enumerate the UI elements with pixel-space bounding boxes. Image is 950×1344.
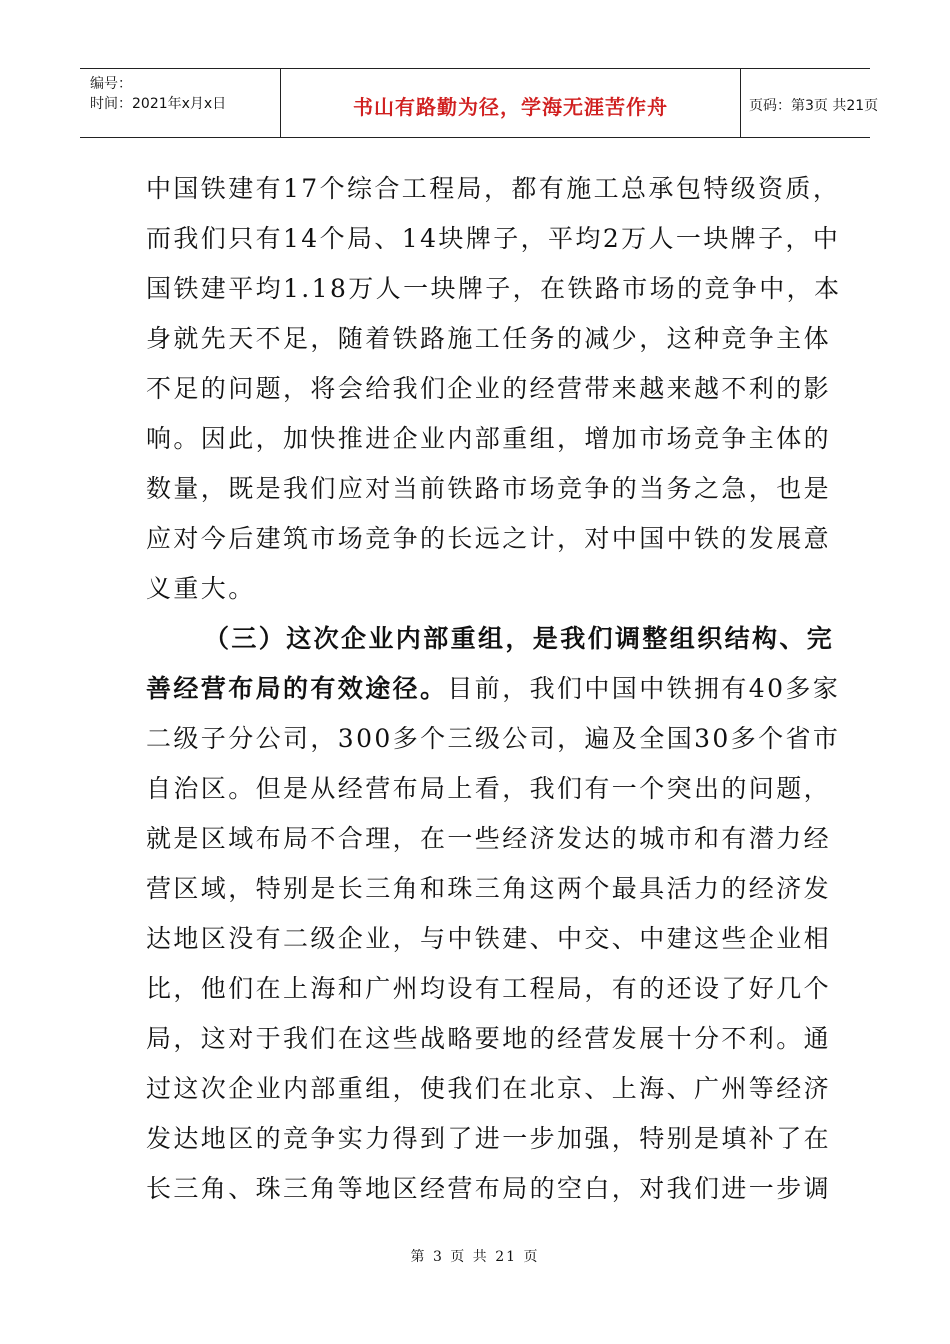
line-text: 目前，我们中国中铁拥有40多家 <box>447 674 841 703</box>
page-header <box>80 68 879 138</box>
line-text: 国铁建平均1.18万人一块牌子，在铁路市场的竞争中，本 <box>146 274 842 303</box>
line-text: 达地区没有二级企业，与中铁建、中交、中建这些企业相 <box>146 924 832 953</box>
header-page-cell <box>741 69 879 137</box>
text-line <box>146 514 832 564</box>
document-body <box>146 164 842 1214</box>
line-text: 二级子分公司，300多个三级公司，遍及全国30多个省市 <box>146 724 841 753</box>
text-line <box>146 214 841 264</box>
text-line <box>146 964 832 1014</box>
text-line <box>146 1114 832 1164</box>
section-heading: 善经营布局的有效途径。 <box>146 674 448 703</box>
header-motto: 书山有路勤为径，学海无涯苦作舟 <box>353 95 668 119</box>
text-line <box>146 764 832 814</box>
document-number-label: 编号： <box>90 76 132 92</box>
line-text: 长三角、珠三角等地区经营布局的空白，对我们进一步调 <box>146 1174 832 1203</box>
line-text: 响。因此，加快推进企业内部重组，增加市场竞争主体的 <box>146 424 832 453</box>
text-line <box>146 664 841 714</box>
line-text: 营区域，特别是长三角和珠三角这两个最具活力的经济发 <box>146 874 832 903</box>
text-line <box>146 414 832 464</box>
text-line <box>146 1014 832 1064</box>
text-line <box>146 1064 832 1114</box>
text-line <box>146 1164 832 1214</box>
line-text: 就是区域布局不合理，在一些经济发达的城市和有潜力经 <box>146 824 832 853</box>
line-text: 数量，既是我们应对当前铁路市场竞争的当务之急，也是 <box>146 474 832 503</box>
line-text: 而我们只有14个局、14块牌子，平均2万人一块牌子，中 <box>146 224 841 253</box>
text-line <box>146 464 832 514</box>
section-heading: （三）这次企业内部重组，是我们调整组织结构、完 <box>204 624 835 653</box>
line-text: 局，这对于我们在这些战略要地的经营发展十分不利。通 <box>146 1024 832 1053</box>
line-text: 中国铁建有17个综合工程局，都有施工总承包特级资质， <box>146 174 841 203</box>
header-meta-cell <box>80 69 280 137</box>
text-line <box>146 314 832 364</box>
text-line <box>146 564 810 614</box>
text-line <box>146 914 832 964</box>
line-text: 自治区。但是从经营布局上看，我们有一个突出的问题， <box>146 774 832 803</box>
line-text: 过这次企业内部重组，使我们在北京、上海、广州等经济 <box>146 1074 832 1103</box>
line-text: 不足的问题，将会给我们企业的经营带来越来越不利的影 <box>146 374 832 403</box>
document-time-label: 时间：2021年x月x日 <box>90 96 227 112</box>
header-page-info: 页码：第3页 共21页 <box>749 98 879 114</box>
text-line <box>146 364 832 414</box>
text-line <box>146 714 841 764</box>
text-line <box>146 614 835 664</box>
line-text: 发达地区的竞争实力得到了进一步加强，特别是填补了在 <box>146 1124 832 1153</box>
header-motto-cell <box>280 69 741 137</box>
text-line <box>146 264 842 314</box>
line-text: 身就先天不足，随着铁路施工任务的减少，这种竞争主体 <box>146 324 832 353</box>
text-line <box>146 814 832 864</box>
text-line <box>146 864 832 914</box>
line-text: 应对今后建筑市场竞争的长远之计，对中国中铁的发展意 <box>146 524 832 553</box>
text-line <box>146 164 841 214</box>
page-footer: 第 3 页 共 21 页 <box>410 1249 540 1265</box>
line-text: 比，他们在上海和广州均设有工程局，有的还设了好几个 <box>146 974 832 1003</box>
line-text: 义重大。 <box>146 574 256 603</box>
